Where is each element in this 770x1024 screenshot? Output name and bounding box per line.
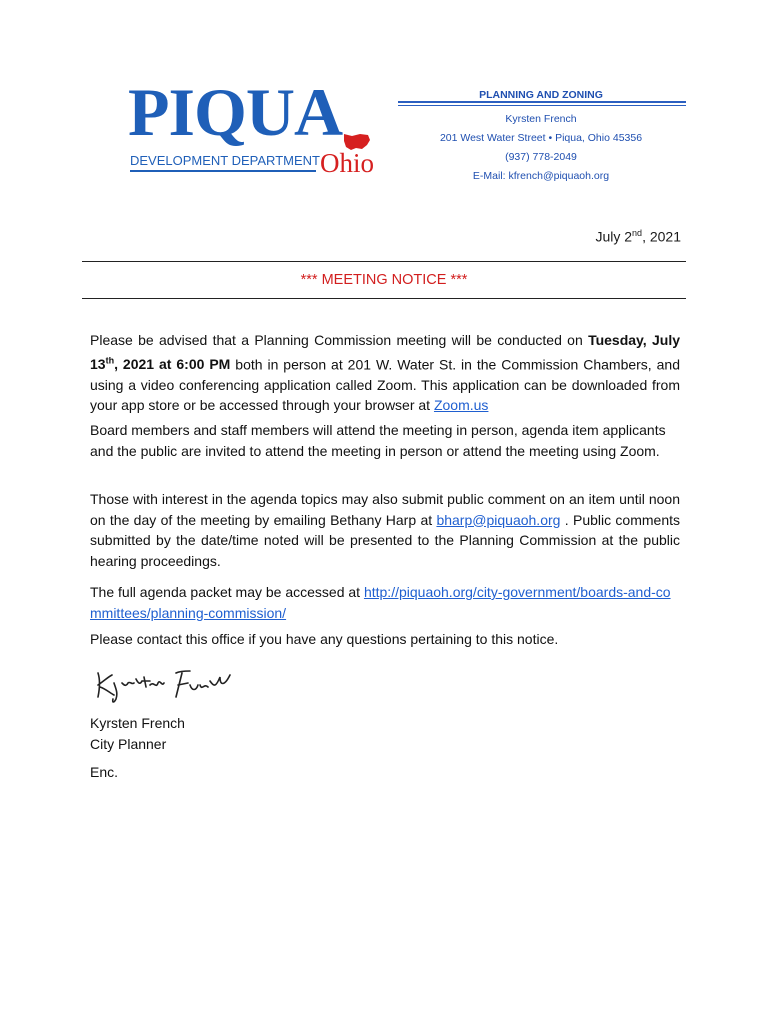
department-name: PLANNING AND ZONING [479,89,603,101]
agenda-link[interactable]: http://piquaoh.org/city-government/boards-and-committees/planning-commission/ [90,584,671,621]
signatory-title: City Planner [90,736,167,752]
notice-top-rule [82,261,686,262]
meeting-notice-title: *** MEETING NOTICE *** [300,272,468,288]
logo-title: PIQUA [128,74,343,150]
zoom-link[interactable]: Zoom.us [433,397,489,414]
letterhead-rule-thin [398,105,686,106]
logo-state-name: Ohio [320,148,374,178]
signatory-name: Kyrsten French [90,715,185,731]
letterhead-address: 201 West Water Street • Piqua, Ohio 45356 [439,132,643,144]
notice-bottom-rule [82,298,686,299]
paragraph-public-comment: Those with interest in the agenda topics may also submit public comment on an item until noon on the day of the meeting by emailing Bethany Harp at bharp@piquaoh.org . Public comments submitted by the date/time noted will be presented to the Planning Commission at the public hearing proceedings. [90,491,681,569]
piqua-logo [128,74,398,180]
logo-subtitle: DEVELOPMENT DEPARTMENT [130,153,320,168]
paragraph-meeting-details: Please be advised that a Planning Commission meeting will be conducted on Tuesday, July 13th, 2021 at 6:00 PM both in person at 201 W. Water St. in the Commission Chambers, and using a video conferencing application called Zoom. This application can be downloaded from your app store or be accessed through your browser at Zoom.us [90,332,681,414]
paragraph-contact: Please contact this office if you have any questions pertaining to this notice. [90,631,559,647]
letterhead-phone: (937) 778-2049 [505,151,577,163]
email-link[interactable]: bharp@piquaoh.org [436,511,561,528]
paragraph-agenda-packet: The full agenda packet may be accessed at http://piquaoh.org/city-government/boards-and-committees/planning-commission/ [90,584,671,621]
letterhead-email: E-Mail: kfrench@piquaoh.org [472,170,610,182]
paragraph-attendance: Board members and staff members will attend the meeting in person, agenda item applicants and the public are invited to attend the meeting in person or attend the meeting using Zoom. [90,422,666,459]
enclosure-note: Enc. [90,764,119,780]
letterhead-name: Kyrsten French [505,113,577,125]
letter-date: July 2nd, 2021 [595,228,681,245]
letterhead-rule [398,101,686,103]
logo-underline [130,170,316,172]
handwritten-signature [92,663,234,705]
